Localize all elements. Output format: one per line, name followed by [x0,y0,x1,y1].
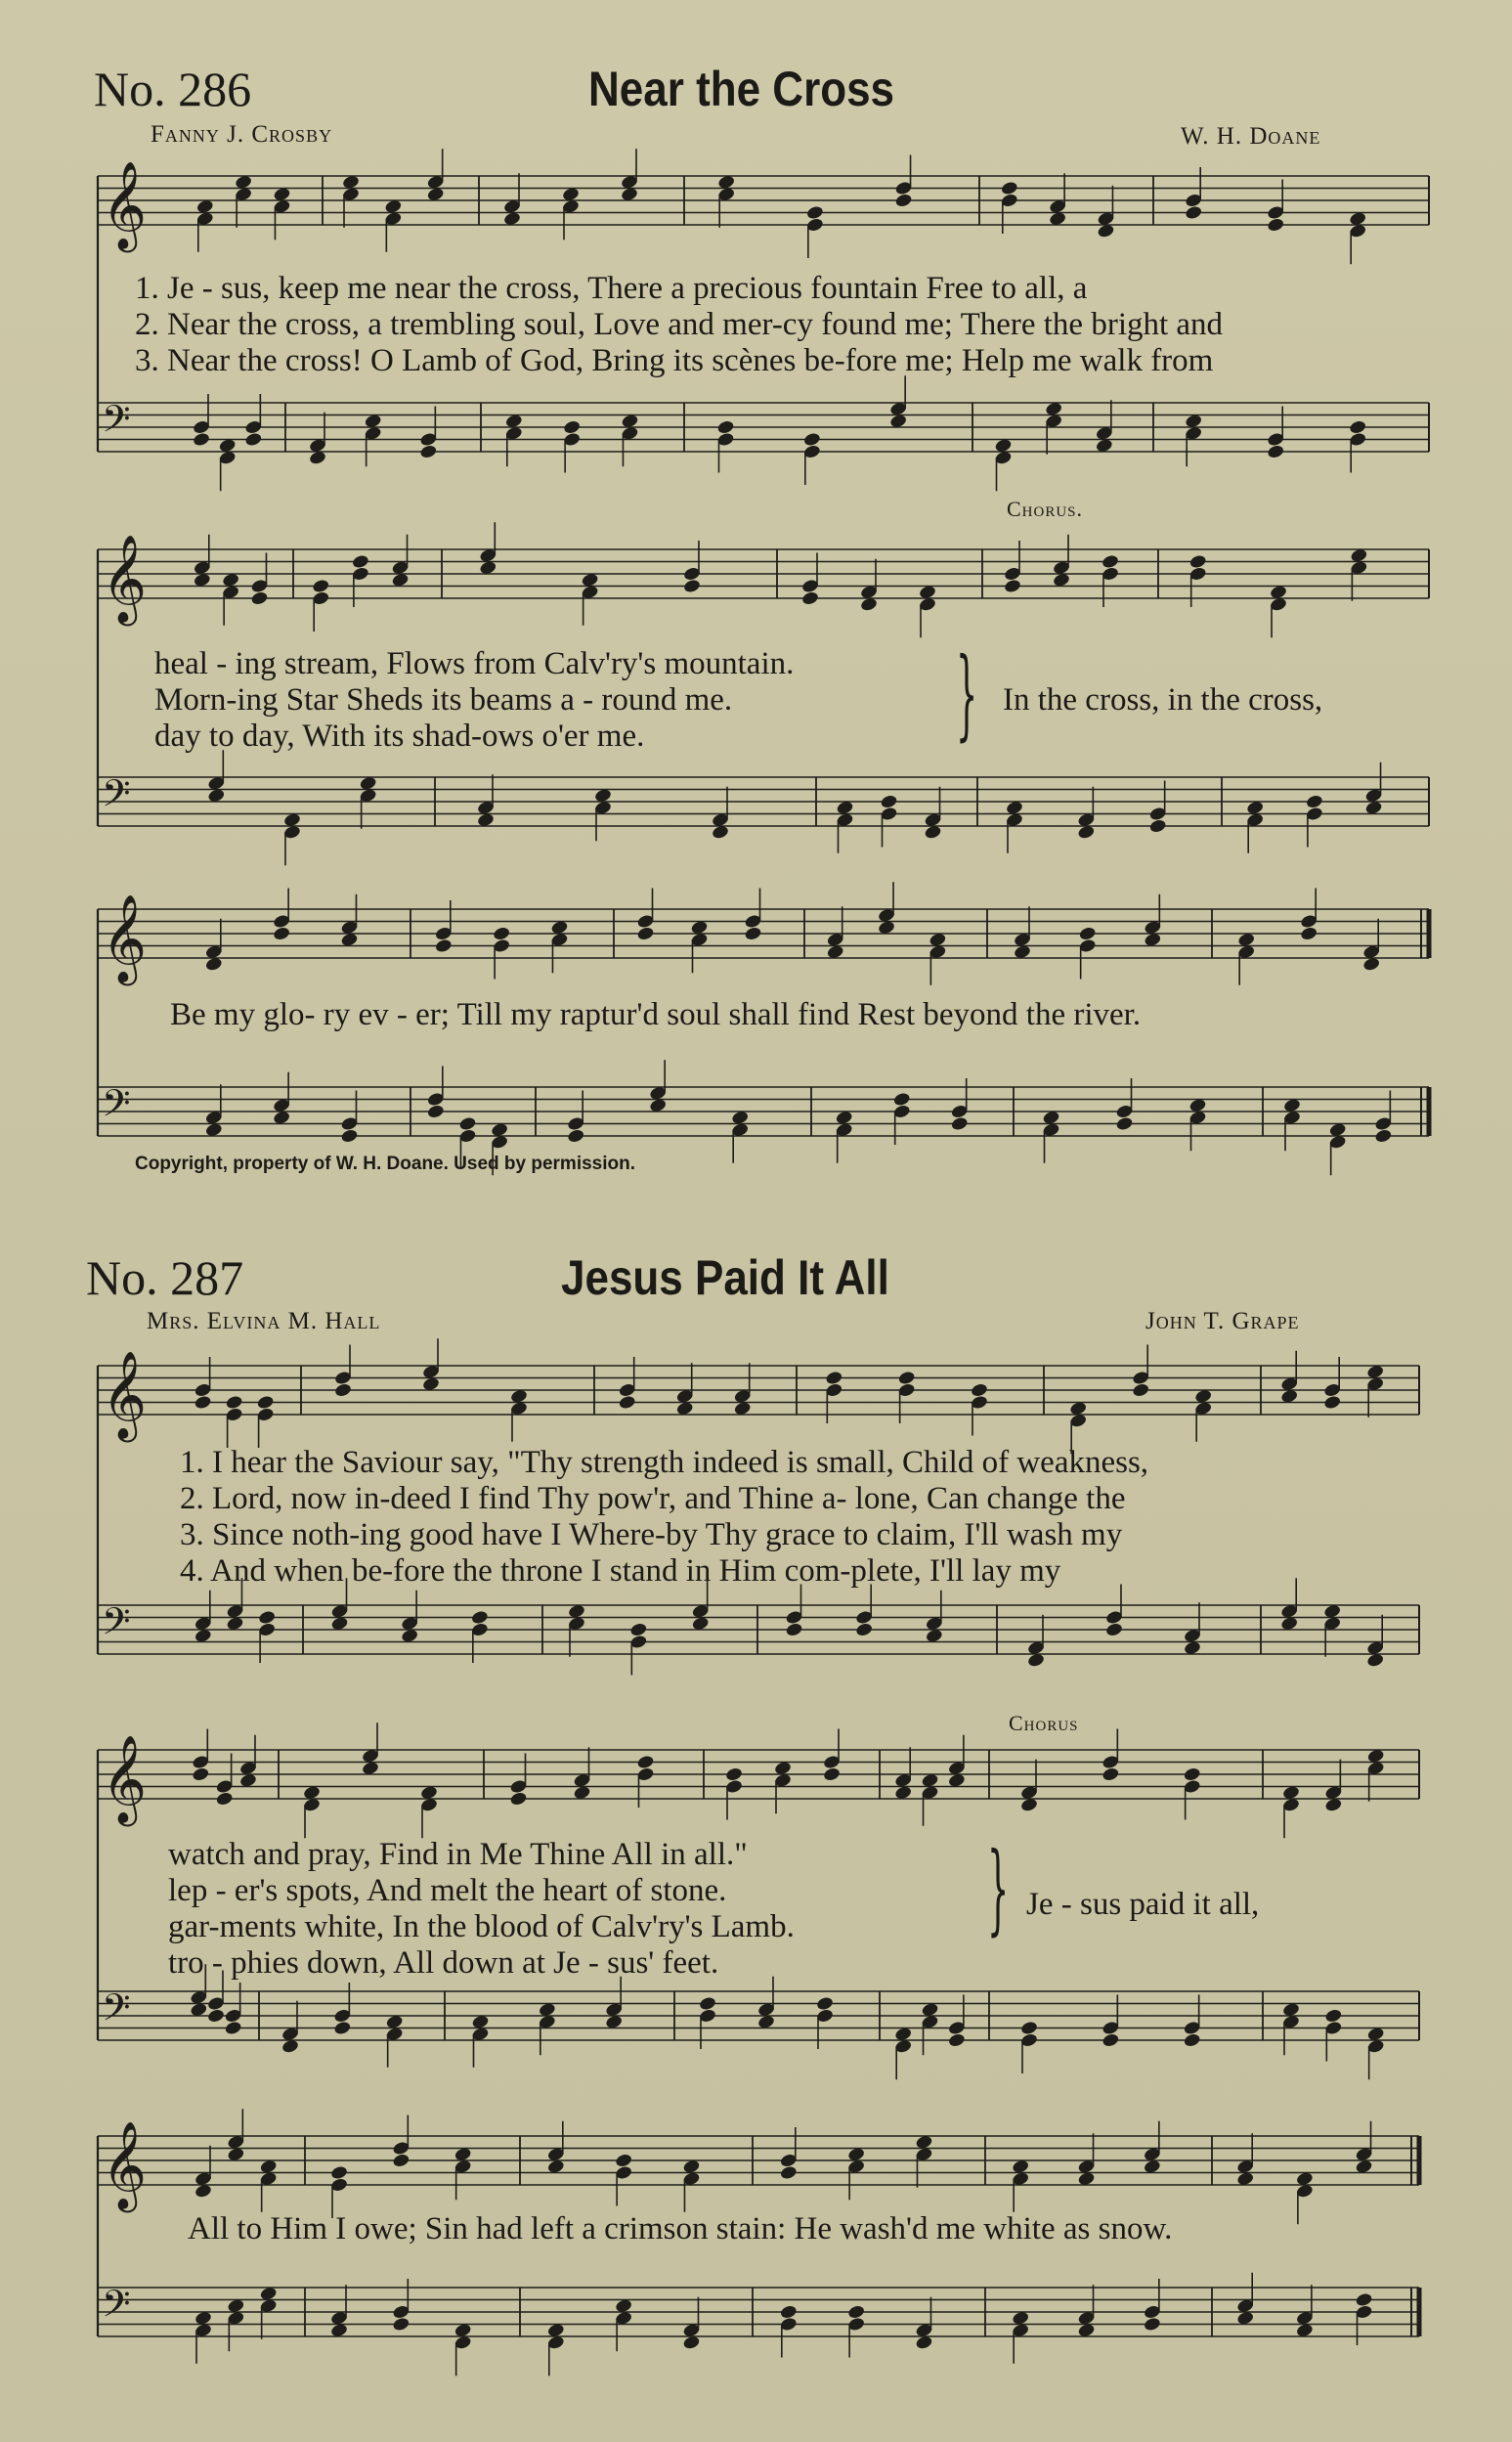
verse-line: gar-ments white, In the blood of Calv'ry's Lamb. [168,1909,795,1944]
svg-text:𝄢: 𝄢 [102,2282,131,2334]
svg-text:𝄞: 𝄞 [102,894,148,982]
svg-text:𝄞: 𝄞 [102,535,148,623]
verse-line: 1. I hear the Saviour say, "Thy strength indeed is small, Child of weakness, [180,1445,1149,1480]
verse-line: 2. Lord, now in-deed I find Thy pow'r, and Thine a- lone, Can change the [180,1481,1126,1516]
hymn-number: No. 287 [86,1250,244,1305]
chorus-line: In the cross, in the cross, [1003,682,1323,718]
hymn-title: Near the Cross [588,62,895,116]
chorus-line: Je - sus paid it all, [1026,1887,1260,1922]
hymn-author: Fanny J. Crosby [151,121,333,148]
verse-line: All to Him I owe; Sin had left a crimson stain: He wash'd me white as snow. [188,2211,1173,2246]
svg-text:𝄢: 𝄢 [102,1081,131,1134]
verse-line: 1. Je - sus, keep me near the cross, There a precious fountain Free to all, a [135,271,1088,306]
copyright-notice: Copyright, property of W. H. Doane. Used by permission. [135,1154,636,1174]
verse-line: tro - phies down, All down at Je - sus' feet. [168,1945,719,1981]
svg-text:𝄞: 𝄞 [102,161,148,249]
svg-text:𝄞: 𝄞 [102,1351,148,1439]
verse-line: lep - er's spots, And melt the heart of stone. [168,1873,727,1908]
lyric-brace: } [956,636,978,751]
chorus-label: Chorus [1009,1711,1079,1735]
hymn-author: Mrs. Elvina M. Hall [147,1308,381,1334]
hymn-composer: W. H. Doane [1181,123,1321,150]
chorus-label: Chorus. [1007,497,1084,521]
verse-line: Morn-ing Star Sheds its beams a - round me. [154,682,733,718]
verse-line: heal - ing stream, Flows from Calv'ry's mountain. [154,646,795,681]
verse-line: watch and pray, Find in Me Thine All in all." [168,1837,748,1872]
verse-line: 3. Since noth-ing good have I Where-by Thy grace to claim, I'll wash my [180,1517,1123,1552]
verse-line: Be my glo- ry ev - er; Till my raptur'd soul shall find Rest beyond the river. [170,997,1142,1032]
verse-line: 3. Near the cross! O Lamb of God, Bring its scènes be-fore me; Help me walk from [135,343,1214,378]
verse-line: 4. And when be-fore the throne I stand in Him com-plete, I'll lay my [180,1553,1061,1589]
svg-text:𝄢: 𝄢 [102,1599,131,1652]
hymn-number: No. 286 [94,62,252,116]
svg-text:𝄞: 𝄞 [102,2121,148,2209]
svg-text:𝄢: 𝄢 [102,771,131,824]
svg-text:𝄢: 𝄢 [102,1985,131,2038]
svg-text:𝄞: 𝄞 [102,1735,148,1823]
svg-text:𝄢: 𝄢 [102,397,131,450]
verse-line: day to day, With its shad-ows o'er me. [154,719,645,754]
hymn-composer: John T. Grape [1145,1308,1300,1334]
hymn-title: Jesus Paid It All [561,1250,889,1305]
verse-line: 2. Near the cross, a trembling soul, Love and mer-cy found me; There the bright and [135,307,1224,342]
lyric-brace: } [987,1831,1010,1945]
